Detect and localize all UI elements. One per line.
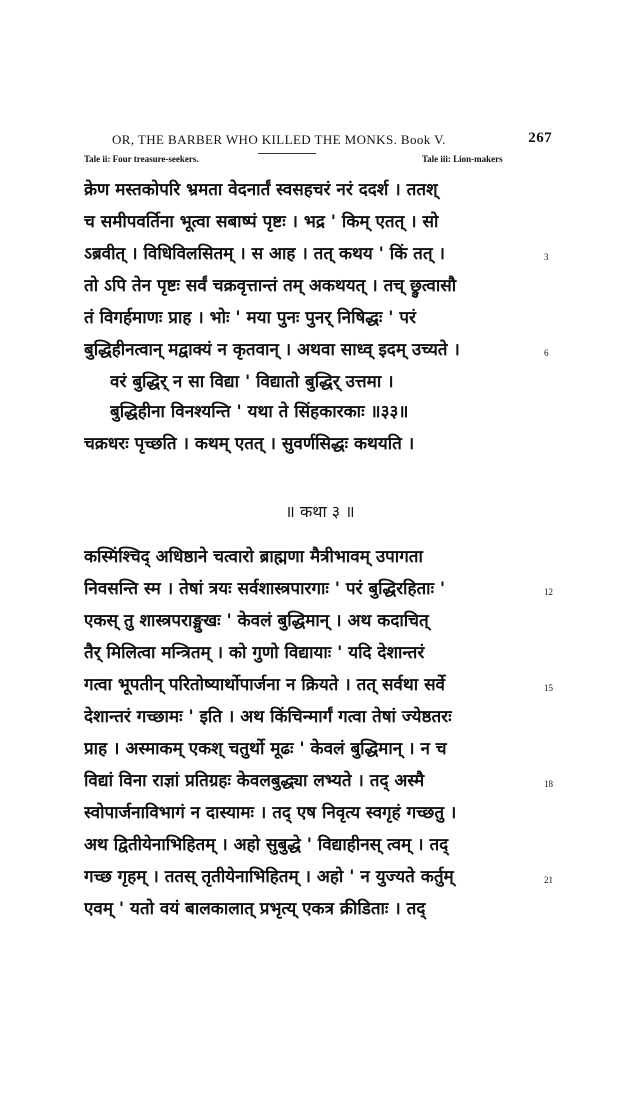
text-line: गच्छ गृहम् । ततस् तृतीयेनाभिहितम् । अहो ' न युज्यते कर्तुम् <box>84 867 454 887</box>
text-line: तं विगर्हमाणः प्राह । भोः ' मया पुनः पुनर् निषिद्धः ' परं <box>84 308 416 328</box>
verse-line: बुद्धिहीना विनश्यन्ति ' यथा ते सिंहकारकाः ॥३३॥ <box>110 402 409 422</box>
running-header <box>112 130 552 150</box>
margin-line-number: 18 <box>544 779 553 789</box>
text-line: एकस् तु शास्त्रपराङ्मुखः ' केवलं बुद्धिमान् । अथ कदाचित् <box>84 611 429 631</box>
tale-subtitle-right: Tale iii: Lion-makers <box>422 154 503 164</box>
text-line: तैर् मिलित्वा मन्त्रितम् । को गुणो विद्यायाः ' यदि देशान्तरं <box>84 643 425 663</box>
text-line: कस्मिंश्चिद् अधिष्ठाने चत्वारो ब्राह्मणा मैत्रीभावम् उपागता <box>84 547 423 567</box>
text-line: तो ऽपि तेन पृष्टः सर्वं चक्रवृत्तान्तं तम् अकथयत् । तच् छ्रुत्वासौ <box>84 276 457 296</box>
margin-line-number: 21 <box>544 875 553 885</box>
running-title: OR, THE BARBER WHO KILLED THE MONKS. Book V. <box>112 132 446 147</box>
text-line: च समीपवर्तिना भूत्वा सबाष्पं पृष्टः । भद्र ' किम् एतत् । सो <box>84 212 439 232</box>
margin-line-number: 15 <box>544 683 553 693</box>
margin-line-number: 12 <box>544 587 553 597</box>
margin-line-number: 3 <box>544 252 549 262</box>
text-line: निवसन्ति स्म । तेषां त्रयः सर्वशास्त्रपारगाः ' परं बुद्धिरहिताः ' <box>84 579 446 599</box>
margin-line-number: 6 <box>544 348 549 358</box>
header-rule <box>258 153 316 154</box>
page-number: 267 <box>528 130 552 146</box>
section-heading: ॥ कथा ३ ॥ <box>285 502 355 521</box>
tale-subtitle-left: Tale ii: Four treasure-seekers. <box>84 154 199 164</box>
text-line: क्रेण मस्तकोपरि भ्रमता वेदनार्तं स्वसहचरं नरं ददर्श । ततश् <box>84 180 438 200</box>
text-line: विद्यां विना राज्ञां प्रतिग्रहः केवलबुद्ध्या लभ्यते । तद् अस्मै <box>84 771 425 791</box>
text-line: अथ द्वितीयेनाभिहितम् । अहो सुबुद्धे ' विद्याहीनस् त्वम् । तद् <box>84 835 449 855</box>
text-line: देशान्तरं गच्छामः ' इति । अथ किंचिन्मार्गं गत्वा तेषां ज्येष्ठतरः <box>84 707 452 727</box>
text-line: ऽब्रवीत् । विधिविलसितम् । स आह । तत् कथय ' किं तत् । <box>84 244 445 264</box>
text-line: बुद्धिहीनत्वान् मद्वाक्यं न कृतवान् । अथवा साध्व् इदम् उच्यते । <box>84 340 460 360</box>
text-line: गत्वा भूपतीन् परितोष्यार्थोपार्जना न क्रियते । तत् सर्वथा सर्वे <box>84 675 446 695</box>
text-line: प्राह । अस्माकम् एकश् चतुर्थो मूढः ' केवलं बुद्धिमान् । न च <box>84 739 447 759</box>
verse-line: वरं बुद्धिर् न सा विद्या ' विद्यातो बुद्धिर् उत्तमा । <box>110 372 394 392</box>
text-line: स्वोपार्जनाविभागं न दास्यामः । तद् एष निवृत्य स्वगृहं गच्छतु । <box>84 803 457 823</box>
text-line: एवम् ' यतो वयं बालकालात् प्रभृत्य् एकत्र क्रीडिताः । तद् <box>84 899 426 919</box>
text-line: चक्रधरः पृच्छति । कथम् एतत् । सुवर्णसिद्धः कथयति । <box>84 434 415 454</box>
